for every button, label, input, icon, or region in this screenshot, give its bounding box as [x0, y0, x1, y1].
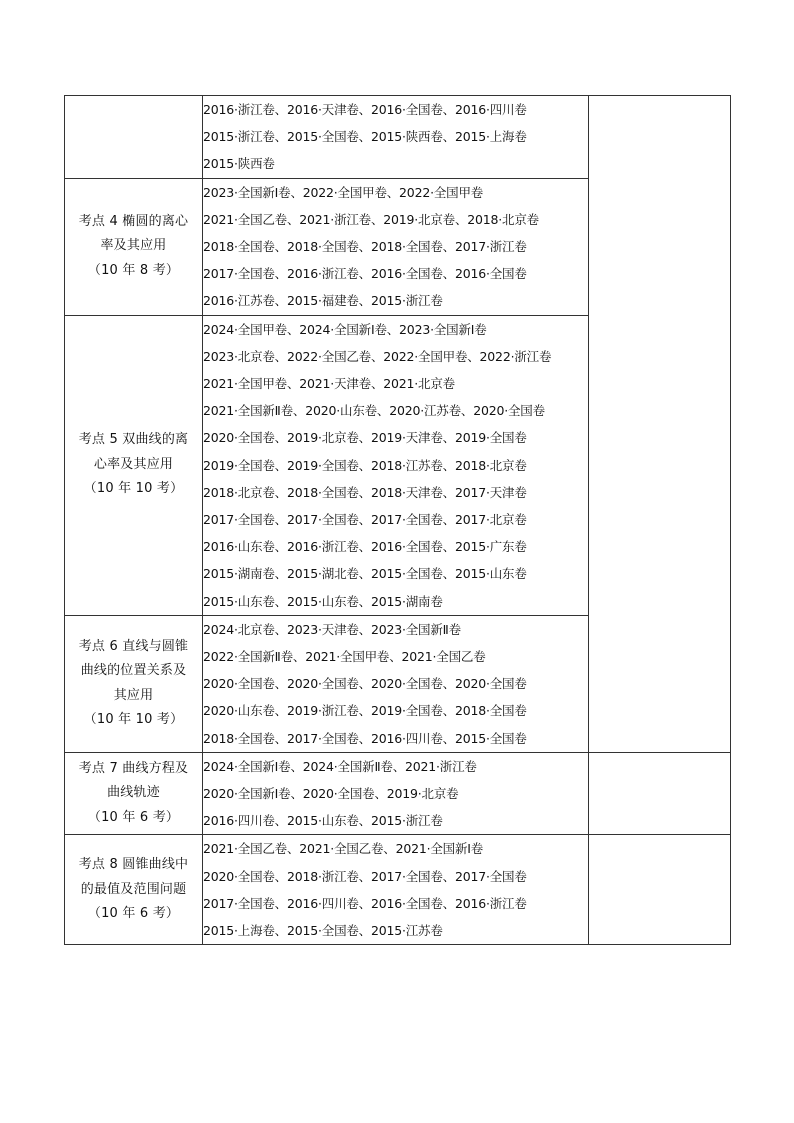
table-body [65, 96, 731, 945]
topic-label: （10 年 10 考） [83, 481, 184, 497]
exam-source-line: 2015·山东卷、2015·山东卷、2015·湖南卷 [203, 593, 443, 609]
topic-label: 曲线的位置关系及 [80, 663, 187, 679]
notes-cell [589, 752, 731, 835]
table-row [65, 752, 731, 835]
exam-source-line: 2018·全国卷、2018·全国卷、2018·全国卷、2017·浙江卷 [203, 239, 527, 255]
exam-source-line: 2016·山东卷、2016·浙江卷、2016·全国卷、2015·广东卷 [203, 539, 527, 555]
topic-label: 曲线轨迹 [107, 785, 160, 801]
exam-topic-table [64, 95, 731, 945]
exam-list-cell [203, 96, 589, 179]
exam-source-line: 2020·山东卷、2019·浙江卷、2019·全国卷、2018·全国卷 [203, 703, 527, 719]
exam-source-line: 2018·全国卷、2017·全国卷、2016·四川卷、2015·全国卷 [203, 730, 527, 746]
topic-label: 率及其应用 [100, 238, 167, 254]
topic-label: 的最值及范围问题 [80, 881, 187, 897]
exam-source-line: 2015·湖南卷、2015·湖北卷、2015·全国卷、2015·山东卷 [203, 566, 527, 582]
notes-cell [589, 835, 731, 945]
exam-list-cell [203, 178, 589, 315]
topic-cell [65, 96, 203, 179]
table-row [65, 96, 731, 179]
topic-label: 考点 7 曲线方程及 [78, 760, 189, 776]
topic-cell [65, 835, 203, 945]
topic-cell [65, 315, 203, 615]
topic-cell [65, 178, 203, 315]
exam-source-line: 2017·全国卷、2016·浙江卷、2016·全国卷、2016·全国卷 [203, 266, 527, 282]
exam-source-line: 2020·全国新Ⅰ卷、2020·全国卷、2019·北京卷 [203, 786, 459, 802]
exam-source-line: 2021·全国乙卷、2021·浙江卷、2019·北京卷、2018·北京卷 [203, 211, 539, 227]
exam-source-line: 2020·全国卷、2019·北京卷、2019·天津卷、2019·全国卷 [203, 430, 527, 446]
topic-label: 心率及其应用 [93, 456, 174, 472]
exam-source-line: 2024·全国甲卷、2024·全国新Ⅰ卷、2023·全国新Ⅰ卷 [203, 321, 487, 337]
exam-source-line: 2017·全国卷、2016·四川卷、2016·全国卷、2016·浙江卷 [203, 895, 527, 911]
exam-source-line: 2020·全国卷、2018·浙江卷、2017·全国卷、2017·全国卷 [203, 868, 527, 884]
exam-source-line: 2023·北京卷、2022·全国乙卷、2022·全国甲卷、2022·浙江卷 [203, 348, 552, 364]
exam-source-line: 2023·全国新Ⅰ卷、2022·全国甲卷、2022·全国甲卷 [203, 184, 484, 200]
exam-source-line: 2015·浙江卷、2015·全国卷、2015·陕西卷、2015·上海卷 [203, 129, 527, 145]
exam-source-line: 2015·上海卷、2015·全国卷、2015·江苏卷 [203, 923, 443, 939]
exam-source-line: 2021·全国乙卷、2021·全国乙卷、2021·全国新Ⅰ卷 [203, 841, 484, 857]
exam-source-line: 2021·全国新Ⅱ卷、2020·山东卷、2020·江苏卷、2020·全国卷 [203, 403, 545, 419]
exam-source-line: 2022·全国新Ⅱ卷、2021·全国甲卷、2021·全国乙卷 [203, 649, 486, 665]
exam-source-line: 2024·北京卷、2023·天津卷、2023·全国新Ⅱ卷 [203, 621, 461, 637]
notes-cell [589, 96, 731, 753]
exam-source-line: 2018·北京卷、2018·全国卷、2018·天津卷、2017·天津卷 [203, 484, 527, 500]
exam-source-line: 2016·江苏卷、2015·福建卷、2015·浙江卷 [203, 293, 443, 309]
topic-label: （10 年 8 考） [87, 262, 180, 278]
table-row [65, 835, 731, 945]
exam-list-cell [203, 835, 589, 945]
exam-source-line: 2017·全国卷、2017·全国卷、2017·全国卷、2017·北京卷 [203, 512, 527, 528]
exam-list-cell [203, 752, 589, 835]
topic-label: 考点 4 椭圆的离心 [78, 213, 189, 229]
exam-source-line: 2024·全国新Ⅰ卷、2024·全国新Ⅱ卷、2021·浙江卷 [203, 758, 477, 774]
exam-list-cell [203, 615, 589, 752]
exam-list-cell [203, 315, 589, 615]
exam-source-line: 2016·四川卷、2015·山东卷、2015·浙江卷 [203, 813, 443, 829]
exam-source-line: 2019·全国卷、2019·全国卷、2018·江苏卷、2018·北京卷 [203, 457, 527, 473]
topic-label: 考点 6 直线与圆锥 [78, 638, 189, 654]
topic-label: 考点 8 圆锥曲线中 [78, 857, 189, 873]
topic-cell [65, 752, 203, 835]
exam-source-line: 2015·陕西卷 [203, 156, 275, 172]
topic-label: （10 年 6 考） [87, 809, 180, 825]
topic-label: （10 年 10 考） [83, 712, 184, 728]
topic-label: （10 年 6 考） [87, 906, 180, 922]
topic-cell [65, 615, 203, 752]
topic-label: 考点 5 双曲线的离 [78, 432, 189, 448]
exam-source-line: 2016·浙江卷、2016·天津卷、2016·全国卷、2016·四川卷 [203, 102, 527, 117]
topic-label: 其应用 [113, 687, 154, 703]
exam-source-line: 2021·全国甲卷、2021·天津卷、2021·北京卷 [203, 376, 455, 392]
exam-source-line: 2020·全国卷、2020·全国卷、2020·全国卷、2020·全国卷 [203, 676, 527, 692]
